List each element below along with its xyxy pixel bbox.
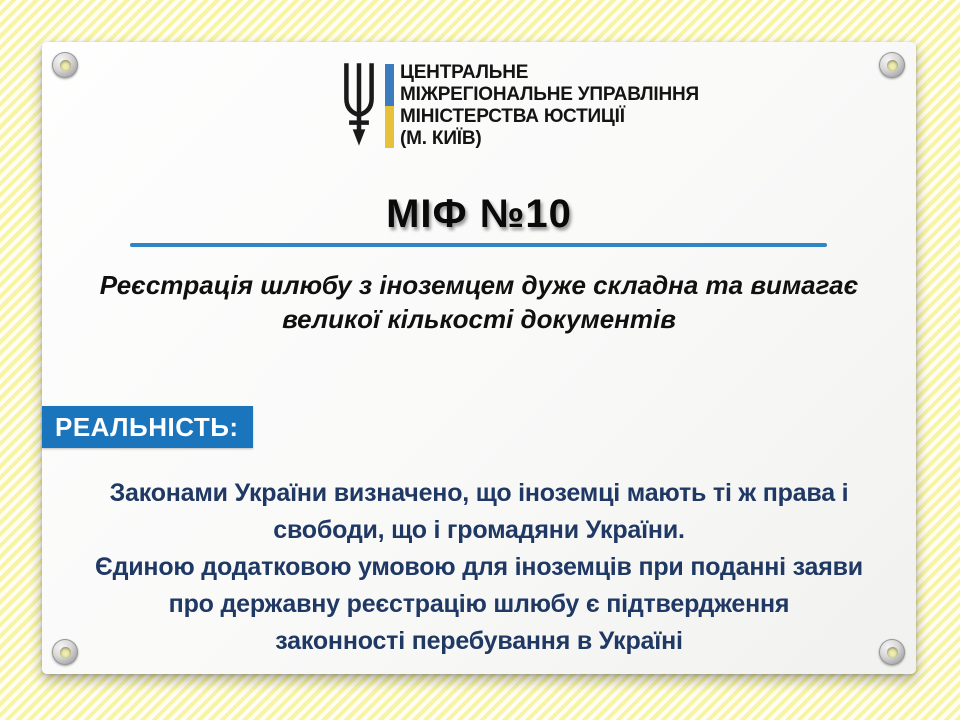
ministry-name-line: ЦЕНТРАЛЬНЕ (400, 62, 529, 83)
ministry-name-line: МІЖРЕГІОНАЛЬНЕ УПРАВЛІННЯ (400, 84, 699, 105)
title-underline (130, 243, 827, 247)
flag-yellow-stripe (385, 106, 394, 148)
grommet-top-left-icon (52, 52, 78, 78)
flag-bar-icon (385, 64, 394, 148)
ministry-name (400, 62, 699, 150)
reality-line: про державну реєстрацію шлюбу є підтвердження (168, 590, 790, 618)
trident-crossbar (349, 120, 369, 125)
myth-line: великої кількості документів (282, 304, 676, 334)
flag-blue-stripe (385, 64, 394, 106)
reality-line: Законами України визначено, що іноземці мають ті ж права і (109, 479, 849, 507)
reality-line: законності перебування в Україні (275, 627, 683, 655)
ministry-name-line: (М. КИЇВ) (400, 128, 482, 149)
reality-line: Єдиною додатковою умовою для іноземців при поданні заяви (95, 553, 863, 581)
reality-text (42, 475, 916, 660)
myth-statement (42, 268, 916, 336)
reality-line: свободи, що і громадяни України. (273, 516, 685, 544)
ministry-logo (83, 60, 957, 150)
reality-badge: РЕАЛЬНІСТЬ: (42, 406, 253, 448)
slide-title: МІФ №10 (386, 192, 572, 236)
trident-point (353, 129, 366, 145)
ukraine-trident-icon (341, 62, 377, 150)
paper-card (42, 42, 916, 674)
myth-line: Реєстрація шлюбу з іноземцем дуже складна та вимагає (99, 270, 859, 300)
ministry-name-line: МІНІСТЕРСТВА ЮСТИЦІЇ (400, 106, 625, 127)
